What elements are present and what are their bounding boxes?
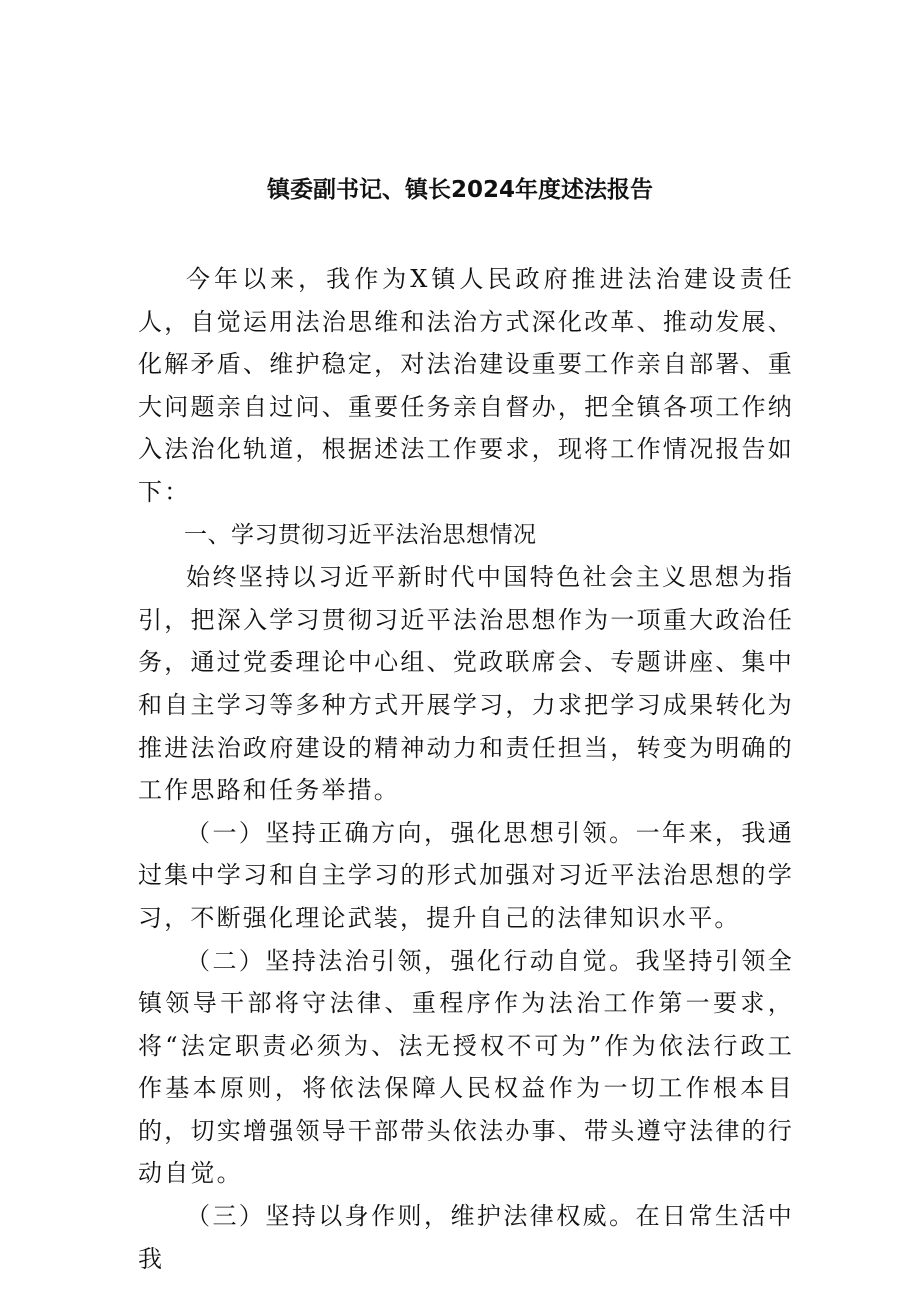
intro-paragraph: 今年以来，我作为X镇人民政府推进法治建设责任人，自觉运用法治思维和法治方式深化改革、推动发展、化解矛盾、维护稳定，对法治建设重要工作亲自部署、重大问题亲自过问、重要任务亲自督办，把全镇各项工作纳入法治化轨道，根据述法工作要求，现将工作情况报告如下： [138,265,794,506]
section-item-3: （三）坚持以身作则，维护法律权威。在日常生活中我 [138,1202,794,1273]
section-item-1: （一）坚持正确方向，强化思想引领。一年来，我通过集中学习和自主学习的形式加强对习近平法治思想的学习，不断强化理论武装，提升自己的法律知识水平。 [138,818,794,932]
section-summary-paragraph: 始终坚持以习近平新时代中国特色社会主义思想为指引，把深入学习贯彻习近平法治思想作为一项重大政治任务，通过党委理论中心组、党政联席会、专题讲座、集中和自主学习等多种方式开展学习，力求把学习成果转化为推进法治政府建设的精神动力和责任担当，转变为明确的工作思路和任务举措。 [138,563,794,805]
document-title: 镇委副书记、镇长2024年度述法报告 [266,177,653,203]
section-heading: 一、学习贯彻习近平法治思想情况 [184,521,537,548]
document-body [138,258,794,1280]
section-item-2: （二）坚持法治引领，强化行动自觉。我坚持引领全镇领导干部将守法律、重程序作为法治工作第一要求，将“法定职责必须为、法无授权不可为”作为依法行政工作基本原则，将依法保障人民权益作为一切工作根本目的，切实增强领导干部带头依法办事、带头遵守法律的行动自觉。 [138,946,794,1188]
